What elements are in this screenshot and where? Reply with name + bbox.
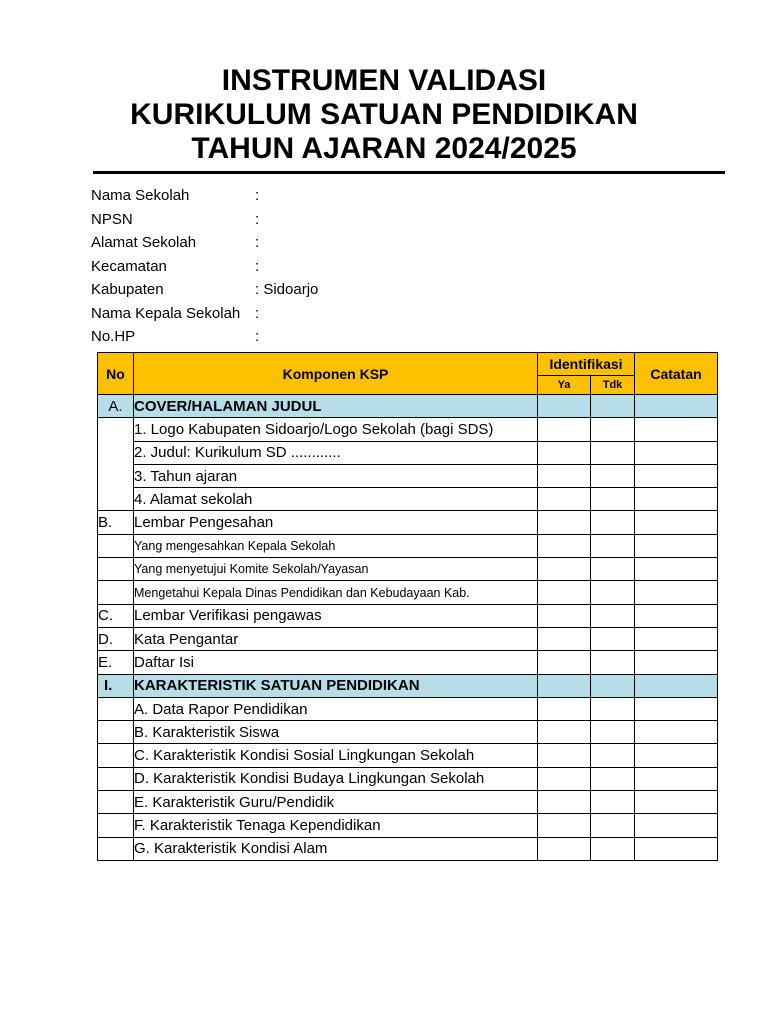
- info-row: [91, 186, 318, 210]
- cell-tdk[interactable]: [591, 534, 635, 557]
- row-no: B.: [98, 511, 134, 534]
- cell-ya[interactable]: [538, 651, 591, 674]
- cell-tdk[interactable]: [591, 744, 635, 767]
- cell-catatan[interactable]: [635, 534, 718, 557]
- cell-ya[interactable]: [538, 721, 591, 744]
- cell-tdk[interactable]: [591, 697, 635, 720]
- cell-catatan[interactable]: [635, 697, 718, 720]
- table-row: [98, 441, 718, 464]
- info-row: [91, 327, 318, 351]
- table-row: [98, 767, 718, 790]
- row-no: [98, 418, 134, 511]
- row-text: B. Karakteristik Siswa: [134, 721, 538, 744]
- table-row: [98, 511, 718, 534]
- cell-ya[interactable]: [538, 791, 591, 814]
- info-value: :: [255, 187, 260, 204]
- cell-ya[interactable]: [538, 814, 591, 837]
- info-row: [91, 257, 318, 281]
- row-no: [98, 558, 134, 581]
- row-no: [98, 581, 134, 604]
- table-row: [98, 558, 718, 581]
- cell-tdk[interactable]: [591, 814, 635, 837]
- cell-tdk[interactable]: [591, 464, 635, 487]
- row-no: [98, 791, 134, 814]
- row-no: [98, 837, 134, 860]
- row-no: [98, 721, 134, 744]
- row-text: F. Karakteristik Tenaga Kependidikan: [134, 814, 538, 837]
- info-label: No.HP: [91, 328, 136, 345]
- title-line-1: INSTRUMEN VALIDASI: [221, 64, 547, 97]
- row-text: Yang menyetujui Komite Sekolah/Yayasan: [134, 558, 538, 581]
- cell-catatan[interactable]: [635, 604, 718, 627]
- info-value: :: [255, 304, 260, 322]
- table-row: [98, 837, 718, 860]
- info-label: Nama Kepala Sekolah: [91, 304, 241, 322]
- info-value: :: [255, 234, 260, 251]
- info-label: Kecamatan: [91, 257, 167, 275]
- cell-ya[interactable]: [538, 674, 591, 697]
- info-label: Nama Sekolah: [91, 187, 190, 204]
- row-no: [98, 744, 134, 767]
- cell-tdk[interactable]: [591, 488, 635, 511]
- table-row: [98, 744, 718, 767]
- cell-tdk[interactable]: [591, 441, 635, 464]
- row-text: Yang mengesahkan Kepala Sekolah: [134, 534, 538, 557]
- table-row: [98, 581, 718, 604]
- info-label: Alamat Sekolah: [91, 234, 197, 251]
- cell-catatan[interactable]: [635, 488, 718, 511]
- cell-catatan[interactable]: [635, 581, 718, 604]
- cell-ya[interactable]: [538, 604, 591, 627]
- cell-catatan[interactable]: [635, 558, 718, 581]
- cell-ya[interactable]: [538, 395, 591, 418]
- row-text: COVER/HALAMAN JUDUL: [134, 395, 538, 418]
- table-row: [98, 721, 718, 744]
- row-no: [98, 534, 134, 557]
- cell-tdk[interactable]: [591, 651, 635, 674]
- row-text: E. Karakteristik Guru/Pendidik: [134, 791, 538, 814]
- title-line-2: KURIKULUM SATUAN PENDIDIKAN: [130, 98, 638, 131]
- row-text: 3. Tahun ajaran: [134, 464, 538, 487]
- cell-ya[interactable]: [538, 418, 591, 441]
- table-row-section: [98, 395, 718, 418]
- info-value: :: [255, 328, 260, 345]
- cell-ya[interactable]: [538, 627, 591, 650]
- info-label: NPSN: [91, 210, 133, 228]
- cell-ya[interactable]: [538, 534, 591, 557]
- row-no: E.: [98, 651, 134, 674]
- row-text: A. Data Rapor Pendidikan: [134, 697, 538, 720]
- cell-tdk[interactable]: [591, 511, 635, 534]
- cell-tdk[interactable]: [591, 627, 635, 650]
- cell-tdk[interactable]: [591, 418, 635, 441]
- cell-tdk[interactable]: [591, 395, 635, 418]
- table-row: [98, 627, 718, 650]
- table-row: [98, 697, 718, 720]
- table-row-section: [98, 674, 718, 697]
- cell-ya[interactable]: [538, 767, 591, 790]
- row-text: Lembar Pengesahan: [134, 511, 538, 534]
- table-row: [98, 534, 718, 557]
- cell-catatan[interactable]: [635, 464, 718, 487]
- header-komponen: Komponen KSP: [134, 353, 538, 395]
- cell-catatan[interactable]: [635, 441, 718, 464]
- row-text: KARAKTERISTIK SATUAN PENDIDIKAN: [134, 674, 538, 697]
- header-ya: Ya: [538, 376, 591, 395]
- header-identifikasi: Identifikasi: [538, 353, 635, 376]
- info-value: : Sidoarjo: [255, 281, 319, 298]
- cell-ya[interactable]: [538, 837, 591, 860]
- info-value: :: [255, 210, 260, 228]
- cell-catatan[interactable]: [635, 814, 718, 837]
- cell-ya[interactable]: [538, 511, 591, 534]
- cell-catatan[interactable]: [635, 627, 718, 650]
- header-no: No: [98, 353, 134, 395]
- row-text: Kata Pengantar: [134, 627, 538, 650]
- cell-tdk[interactable]: [591, 604, 635, 627]
- cell-catatan[interactable]: [635, 791, 718, 814]
- table-row: [98, 651, 718, 674]
- title-divider: [93, 171, 725, 174]
- row-no: C.: [98, 604, 134, 627]
- cell-ya[interactable]: [538, 441, 591, 464]
- cell-catatan[interactable]: [635, 511, 718, 534]
- cell-tdk[interactable]: [591, 721, 635, 744]
- info-row: [91, 280, 318, 304]
- cell-tdk[interactable]: [591, 558, 635, 581]
- cell-ya[interactable]: [538, 697, 591, 720]
- cell-tdk[interactable]: [591, 674, 635, 697]
- cell-tdk[interactable]: [591, 837, 635, 860]
- row-text: Daftar Isi: [134, 651, 538, 674]
- info-row: [91, 304, 318, 328]
- row-text: 2. Judul: Kurikulum SD ............: [134, 441, 538, 464]
- title-line-3: TAHUN AJARAN 2024/2025: [191, 132, 577, 165]
- header-catatan: Catatan: [635, 353, 718, 395]
- row-text: 1. Logo Kabupaten Sidoarjo/Logo Sekolah (bagi SDS): [134, 418, 538, 441]
- cell-tdk[interactable]: [591, 581, 635, 604]
- table-row: [98, 791, 718, 814]
- cell-ya[interactable]: [538, 558, 591, 581]
- cell-catatan[interactable]: [635, 418, 718, 441]
- table-row: [98, 418, 718, 441]
- cell-catatan[interactable]: [635, 395, 718, 418]
- row-no: D.: [98, 627, 134, 650]
- cell-ya[interactable]: [538, 464, 591, 487]
- info-row: [91, 210, 318, 234]
- cell-catatan[interactable]: [635, 744, 718, 767]
- school-info-block: [91, 186, 318, 351]
- table-row: [98, 814, 718, 837]
- row-no: [98, 697, 134, 720]
- row-text: D. Karakteristik Kondisi Budaya Lingkungan Sekolah: [134, 767, 538, 790]
- cell-ya[interactable]: [538, 581, 591, 604]
- cell-ya[interactable]: [538, 488, 591, 511]
- row-no: [98, 814, 134, 837]
- row-no: I.: [98, 674, 134, 697]
- cell-tdk[interactable]: [591, 791, 635, 814]
- row-text: Mengetahui Kepala Dinas Pendidikan dan Kebudayaan Kab.: [134, 581, 538, 604]
- cell-catatan[interactable]: [635, 721, 718, 744]
- cell-tdk[interactable]: [591, 767, 635, 790]
- row-no: A.: [98, 395, 134, 418]
- table-row: [98, 464, 718, 487]
- cell-catatan[interactable]: [635, 674, 718, 697]
- info-value: :: [255, 257, 260, 275]
- header-tdk: Tdk: [591, 376, 635, 395]
- cell-catatan[interactable]: [635, 837, 718, 860]
- table-row: [98, 604, 718, 627]
- cell-ya[interactable]: [538, 744, 591, 767]
- row-text: G. Karakteristik Kondisi Alam: [134, 837, 538, 860]
- row-no: [98, 767, 134, 790]
- cell-catatan[interactable]: [635, 767, 718, 790]
- cell-catatan[interactable]: [635, 651, 718, 674]
- row-text: Lembar Verifikasi pengawas: [134, 604, 538, 627]
- row-text: C. Karakteristik Kondisi Sosial Lingkungan Sekolah: [134, 744, 538, 767]
- info-row: [91, 233, 318, 257]
- document-title: [0, 64, 768, 166]
- table-row: [98, 488, 718, 511]
- info-label: Kabupaten: [91, 281, 164, 298]
- validation-table: [97, 352, 718, 861]
- row-text: 4. Alamat sekolah: [134, 488, 538, 511]
